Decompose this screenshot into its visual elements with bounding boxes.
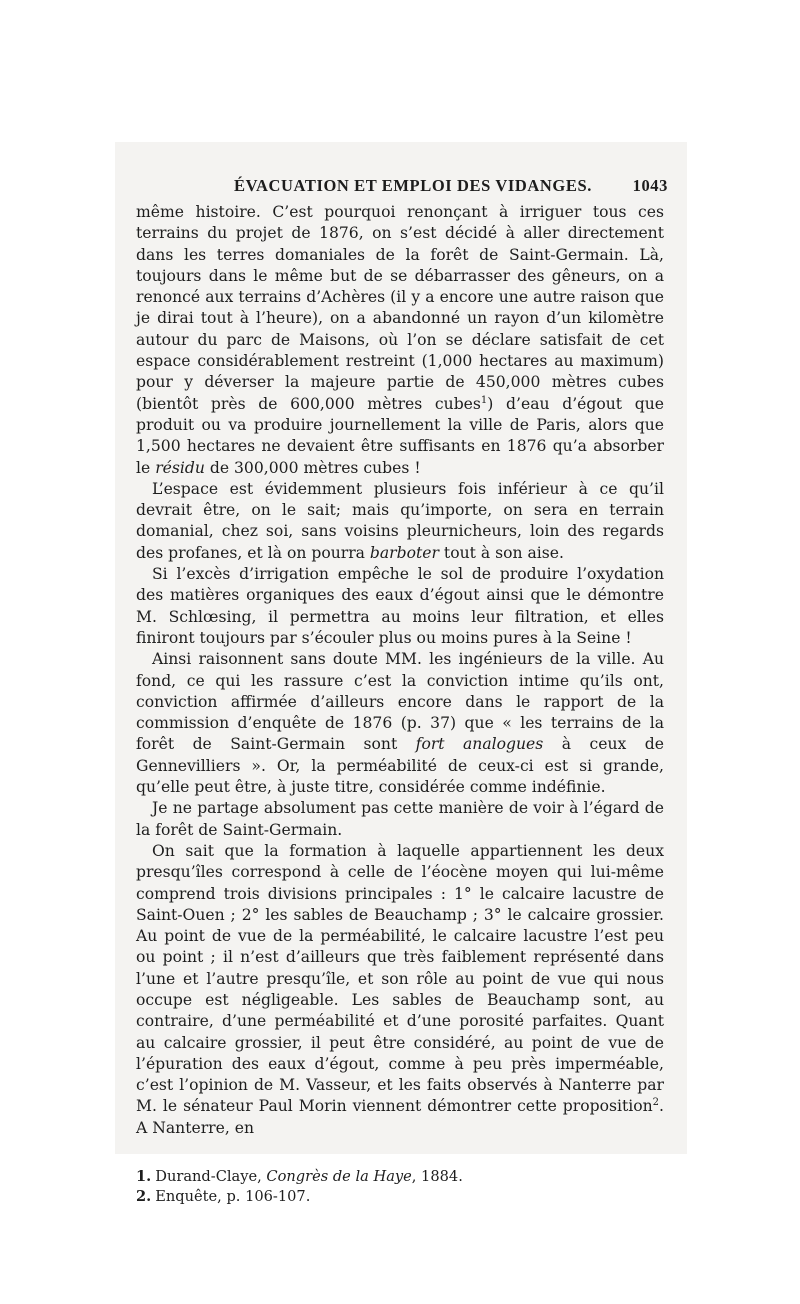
footnote-ref: 1 <box>480 394 488 406</box>
italic-term: barboter <box>369 543 439 562</box>
footnote <box>136 1187 664 1207</box>
text-run: ) d’eau d’égout que produit ou va produire journellement la ville de Paris, alors que 1,500 hectares ne devaient être suffisants en 1876 qu’a absorber le <box>136 394 664 477</box>
text-run: tout à son aise. <box>438 543 564 562</box>
footnote-number: 2. <box>136 1188 152 1206</box>
running-header <box>136 172 668 202</box>
body-text <box>136 202 664 1139</box>
text-run: à ceux de Gennevilliers ». Or, la perméabilité de ceux-ci est si grande, qu’elle peut être, à juste titre, considérée comme indéfinie. <box>136 735 664 797</box>
text-run: Je ne partage absolument pas cette manière de voir à l’égard de la forêt de Saint-Germain. <box>136 799 664 839</box>
footnote-number: 1. <box>136 1168 152 1186</box>
footnote-ref: 2 <box>652 1097 660 1109</box>
footnote <box>136 1167 664 1187</box>
italic-term: résidu <box>155 458 205 477</box>
paragraph <box>136 841 664 1139</box>
text-run: . A Nanterre, en <box>136 1097 664 1137</box>
paragraph <box>136 798 664 841</box>
page-number: 1043 <box>632 176 668 195</box>
italic-term: Congrès de la Haye <box>266 1168 412 1186</box>
page-content <box>136 172 668 1207</box>
text-run: Si l’excès d’irrigation empêche le sol de produire l’oxydation des matières organiques des eaux d’égout ainsi que le démontre M. Schlœsing, il permettra au moins leur filtration, et elles finiront toujours par s’écouler plus ou moins pures à la Seine ! <box>136 565 664 647</box>
text-run: Enquête, p. 106-107. <box>155 1188 311 1206</box>
text-run: Ainsi raisonnent sans doute MM. les ingénieurs de la ville. Au fond, ce qui les rassure c’est la conviction intime qu’ils ont, conviction affirmée d’ailleurs encore dans le rapport de la commission d’enquête de 1876 (p. 37) que « les terrains de la forêt de Saint-Germain sont <box>136 650 664 754</box>
text-run: , 1884. <box>411 1168 463 1186</box>
text-run: L’espace est évidemment plusieurs fois inférieur à ce qu’il devrait être, on le sait; mais qu’importe, on sera en terrain domanial, chez soi, sans voisins pleurnicheurs, loin des regards des profanes, et là on pourra <box>136 479 664 562</box>
text-run: même histoire. C’est pourquoi renonçant à irriguer tous ces terrains du projet de 1876, on s’est décidé à aller directement dans les terres domaniales de la forêt de Saint-Germain. Là, toujours dans le même but de se débarrasser des gêneurs, on a renoncé aux terrains d’Achères (il y a encore une autre raison que je dirai tout à l’heure), on a abandonné un rayon d’un kilomètre autour du parc de Maisons, où l’on se déclare satisfait de cet espace considérablement restreint (1,000 hectares au maximum) pour y déverser la majeure partie de 450,000 mètres cubes (bientôt près de 600,000 mètres cubes <box>136 203 664 413</box>
running-header-title: ÉVACUATION ET EMPLOI DES VIDANGES. <box>234 176 592 195</box>
italic-term: fort analogues <box>415 735 544 754</box>
footnotes <box>136 1167 664 1207</box>
text-run: On sait que la formation à laquelle appartiennent les deux presqu’îles correspond à celle de l’éocène moyen qui lui-même comprend trois divisions principales : 1° le calcaire lacustre de Saint-Ouen ; 2° les sables de Beauchamp ; 3° le calcaire grossier. Au point de vue de la perméabilité, le calcaire lacustre l’est peu ou point ; il n’est d’ailleurs que très faiblement représenté dans l’une et l’autre presqu’île, et son rôle au point de vue qui nous occupe est négligeable. Les sables de Beauchamp sont, au contraire, d’une perméabilité et d’une porosité parfaites. Quant au calcaire grossier, il peut être considéré, au point de vue de l’épuration des eaux d’égout, comme à peu près imperméable, c’est l’opinion de M. Vasseur, et les faits observés à Nanterre par M. le sénateur Paul Morin viennent démontrer cette proposition <box>136 841 664 1116</box>
paragraph <box>136 649 664 798</box>
paragraph <box>136 202 664 479</box>
paragraph <box>136 564 664 649</box>
text-run: Durand-Claye, <box>155 1168 267 1186</box>
paragraph <box>136 479 664 564</box>
text-run: de 300,000 mètres cubes ! <box>204 458 421 477</box>
